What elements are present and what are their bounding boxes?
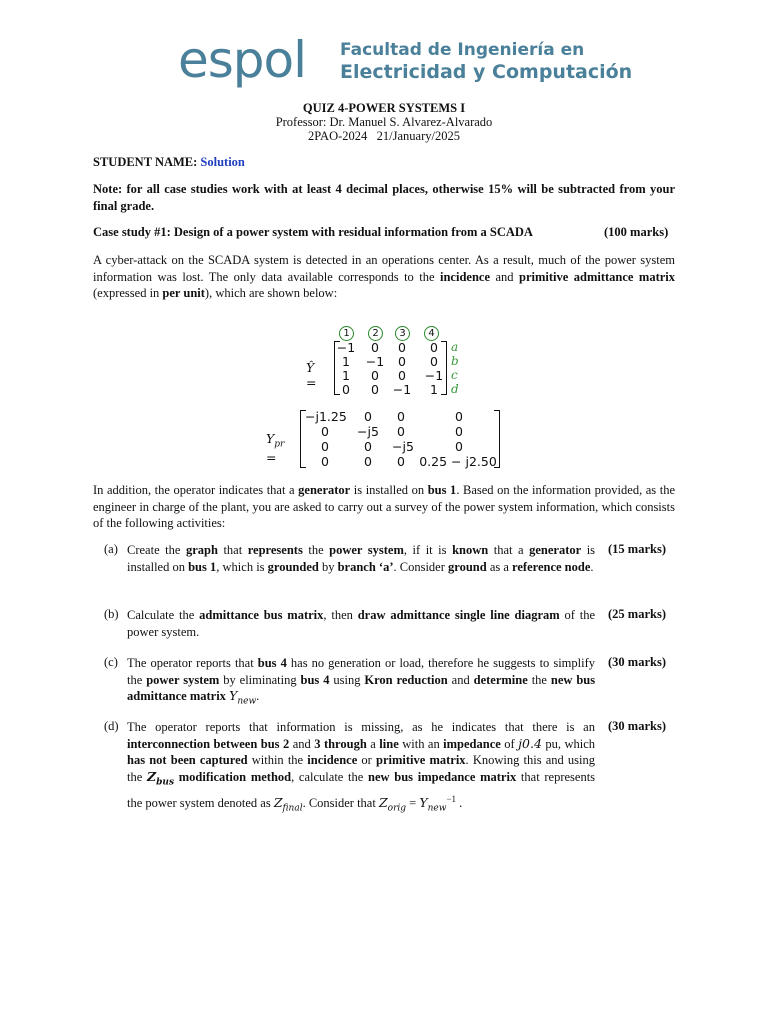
item-c-seg: . [256, 689, 260, 703]
inc-r2-c4: 0 [430, 354, 438, 369]
item-d-seg: = [409, 795, 417, 810]
inc-r2-c1: 1 [342, 354, 350, 369]
item-a-seg: as a [489, 559, 509, 574]
espol-logo [178, 30, 633, 90]
primitive-label-sub: pr [274, 439, 285, 450]
student-name-line [93, 154, 245, 171]
prim-r3-c4: 0 [455, 439, 463, 454]
item-d-seg: The operator reports that information is missing, as he indicates that there is an [127, 720, 595, 734]
item-c-seg: by eliminating [223, 672, 297, 687]
item-d-seg: incidence [307, 753, 358, 767]
prim-r4-c3: 0 [397, 454, 405, 469]
item-c-seg: bus 4 [257, 656, 287, 670]
item-a-seg: . Consider [393, 559, 445, 574]
item-d-seg: final [282, 803, 303, 814]
prim-r1-c3: 0 [397, 409, 405, 424]
prim-r4-c1: 0 [321, 454, 329, 469]
item-b-seg: , then [323, 608, 353, 622]
item-b-seg: Calculate the [127, 608, 195, 622]
professor-line: Professor: Dr. Manuel S. Alvarez-Alvarado [275, 115, 493, 129]
item-a-text [127, 542, 595, 575]
item-d-seg: modification method [178, 769, 292, 784]
intro-incidence: incidence [440, 269, 490, 284]
prim-r2-c1: 0 [321, 424, 329, 439]
prim-r1-c1: −j1.25 [305, 409, 347, 424]
intro-paragraph [93, 252, 675, 302]
case-study-title: Case study #1: Design of a power system with residual information from a SCADA [93, 225, 533, 239]
inc-r2-c3: 0 [398, 354, 406, 369]
item-d-seg: primitive matrix [376, 753, 466, 767]
prim-r4-c2: 0 [364, 454, 372, 469]
item-d-marks: (30 marks) [608, 719, 666, 733]
prim-r1-c4: 0 [455, 409, 463, 424]
inc-r3-c1: 1 [342, 368, 350, 383]
term-date-line [0, 129, 768, 143]
item-d-seg: . Knowing this and using the [127, 753, 596, 784]
item-d-seg: Z [147, 768, 157, 784]
prim-r2-c3: 0 [397, 424, 405, 439]
item-d-seg: that represents the power system denoted as [127, 769, 596, 810]
student-name-label: STUDENT NAME: [93, 155, 198, 169]
item-b-seg: draw admittance single line diagram [357, 608, 560, 622]
primitive-label-eq: = [266, 449, 277, 465]
item-d-seg: interconnection between bus 2 [127, 736, 290, 751]
item-c-seg: new [237, 696, 257, 707]
item-a-seg: known [452, 543, 489, 557]
item-a-seg: represents [247, 543, 303, 557]
faculty-line-1: Facultad de Ingeniería en [340, 40, 585, 60]
item-a-seg: is installed on [127, 543, 596, 574]
logo-mark: espol [178, 31, 307, 89]
item-a-seg: power system [329, 543, 404, 557]
item-d-seg: . [459, 795, 463, 810]
item-d-seg: Y [419, 794, 428, 810]
incidence-matrix-label: Ŷ = [306, 360, 317, 390]
item-d-seg: new bus impedance matrix [368, 769, 517, 784]
branch-c-label: c [451, 368, 458, 382]
item-a-seg: . [590, 559, 594, 574]
primitive-label-y: Y [266, 431, 275, 446]
item-c-seg: new bus admittance matrix [127, 672, 596, 703]
bus-1-marker: 1 [339, 326, 354, 341]
item-c-seg: Y [229, 688, 238, 703]
term: 2PAO-2024 [308, 129, 368, 143]
item-d-seg: , calculate the [291, 769, 364, 784]
item-d-text [127, 719, 595, 817]
prim-r2-c2: −j5 [357, 424, 379, 439]
item-d-seg: . Consider that [302, 795, 376, 810]
faculty-name [340, 40, 640, 84]
item-d-seg: line [379, 736, 399, 751]
inc-r3-c4: −1 [424, 368, 444, 383]
item-c-seg: the [531, 672, 547, 687]
item-a-seg: generator [529, 543, 582, 557]
intro-text-2: (expressed in [93, 286, 160, 300]
intro-and: and [495, 269, 514, 284]
item-d-seg: Z [273, 794, 283, 810]
item-b-seg: of the power system. [127, 608, 596, 639]
item-b-seg: admittance bus matrix [199, 608, 324, 622]
item-d-label: (d) [104, 719, 119, 733]
intro-text-1: A cyber-attack on the SCADA system is detected in an operations center. As a result, much of the power system information was lost. The only data available corresponds to the [93, 253, 675, 284]
intro-text-3: ), which are shown below: [204, 286, 338, 300]
item-d-seg: a [370, 736, 376, 751]
item-c-seg: The operator reports that [127, 656, 254, 670]
bus-4-marker: 4 [424, 326, 439, 341]
item-a-seg: , if it is [403, 543, 447, 557]
item-d-seg: −1 [446, 793, 457, 804]
date: 21/January/2025 [376, 129, 460, 143]
item-c-seg: and [451, 672, 470, 687]
inc-r3-c3: 0 [398, 368, 406, 383]
prim-r3-c2: 0 [364, 439, 372, 454]
inc-r2-c2: −1 [365, 354, 385, 369]
inc-r1-c3: 0 [398, 340, 406, 355]
item-a-seg: that a [493, 543, 524, 557]
item-d-seg: new [427, 803, 447, 814]
item-a-seg: reference node [512, 559, 591, 574]
faculty-line-2: Electricidad y Computación [340, 61, 633, 83]
intro-primitive: primitive admittance matrix [519, 269, 676, 284]
prim-r4-c4: 0.25 − j2.50 [419, 454, 497, 469]
addition-text-a: In addition, the operator indicates that a [93, 483, 295, 497]
item-a-seg: the [308, 543, 324, 557]
item-d-seg: bus [156, 777, 175, 787]
intro-per-unit: per unit [162, 286, 205, 300]
item-b-text [127, 607, 595, 640]
item-c-seg: Kron reduction [364, 672, 448, 687]
inc-r4-c1: 0 [342, 382, 350, 397]
item-d-seg: and [292, 736, 311, 751]
item-d-seg: with an [402, 736, 440, 751]
addition-paragraph [93, 482, 675, 532]
item-c-seg: power system [146, 672, 220, 687]
item-c-seg: has no generation or load, therefore he suggests to simplify the [127, 656, 596, 687]
item-a-seg: ground [448, 559, 487, 574]
item-d-seg: of [504, 736, 515, 751]
inc-r1-c1: −1 [336, 340, 356, 355]
inc-r1-c4: 0 [430, 340, 438, 355]
inc-r3-c2: 0 [371, 368, 379, 383]
student-name-value: Solution [200, 155, 245, 169]
inc-r1-c2: 0 [371, 340, 379, 355]
item-c-text [127, 655, 595, 710]
prim-r3-c1: 0 [321, 439, 329, 454]
item-b-marks: (25 marks) [608, 607, 666, 621]
branch-b-label: b [451, 354, 459, 368]
inc-r4-c4: 1 [430, 382, 438, 397]
prim-r3-c3: −j5 [392, 439, 414, 454]
prim-r2-c4: 0 [455, 424, 463, 439]
addition-generator: generator [298, 483, 351, 497]
grading-note: Note: for all case studies work with at least 4 decimal places, otherwise 15% will be subtracted from your final grade. [93, 182, 675, 213]
item-c-seg: determine [473, 672, 528, 687]
item-d-seg: or [361, 753, 372, 767]
bus-3-marker: 3 [395, 326, 410, 341]
item-a-marks: (15 marks) [608, 542, 666, 556]
item-a-seg: branch ‘a’ [337, 559, 394, 574]
item-d-seg: orig [387, 803, 407, 814]
item-d-seg: impedance [443, 736, 501, 751]
item-a-seg: bus 1 [188, 559, 217, 574]
addition-text-c: . Based on the information provided, as the engineer in charge of the plant, you are asked to carry out a survey of the power system information, which consists of the following activities: [93, 483, 676, 530]
item-a-seg: Create the [127, 543, 181, 557]
inc-r4-c3: −1 [392, 382, 412, 397]
item-c-seg: bus 4 [300, 672, 330, 687]
branch-d-label: d [451, 382, 459, 396]
item-a-seg: by [321, 559, 335, 574]
item-d-seg: Z [378, 794, 388, 810]
item-c-marks: (30 marks) [608, 655, 666, 669]
branch-a-label: a [451, 340, 459, 354]
item-d-seg: has not been captured [127, 753, 248, 767]
item-a-seg: graph [185, 543, 218, 557]
prim-r1-c2: 0 [364, 409, 372, 424]
item-d-seg: within the [251, 753, 304, 767]
item-a-label: (a) [104, 542, 118, 556]
item-a-seg: grounded [267, 559, 319, 574]
item-c-seg: using [333, 672, 361, 687]
primitive-matrix-label [266, 431, 284, 465]
item-c-label: (c) [104, 655, 118, 669]
addition-bus1: bus 1 [427, 483, 457, 497]
item-a-seg: , which is [216, 559, 265, 574]
case-study-marks: (100 marks) [604, 225, 669, 239]
item-d-seg: j0.4 [518, 735, 542, 751]
item-d-seg: 3 through [314, 736, 367, 751]
bus-2-marker: 2 [368, 326, 383, 341]
inc-r4-c2: 0 [371, 382, 379, 397]
item-b-label: (b) [104, 607, 119, 621]
addition-text-b: is installed on [353, 483, 425, 497]
item-a-seg: that [223, 543, 243, 557]
quiz-title: QUIZ 4-POWER SYSTEMS I [302, 101, 466, 115]
item-d-seg: pu, which [545, 736, 596, 751]
